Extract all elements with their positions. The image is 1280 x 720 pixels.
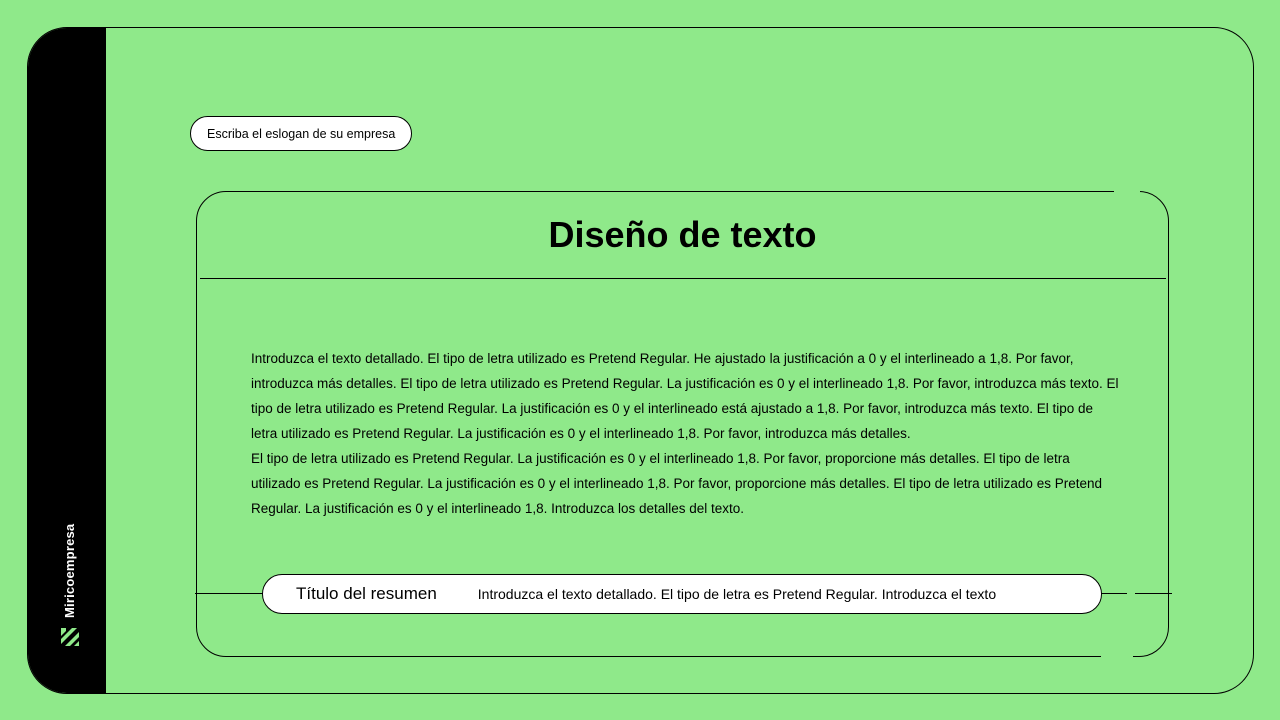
stripes-logo-icon — [61, 628, 79, 646]
brand — [60, 518, 80, 648]
content-box — [196, 191, 1169, 657]
border-gap-decoration — [1114, 190, 1140, 194]
slide-frame — [27, 27, 1254, 694]
slogan-pill: Escriba el eslogan de su empresa — [190, 116, 412, 151]
title-divider — [200, 278, 1166, 279]
summary-text: Introduzca el texto detallado. El tipo de letra es Pretend Regular. Introduzca el texto — [477, 586, 997, 602]
brand-name: Miricoempresa — [62, 523, 77, 618]
summary-pill — [262, 574, 1102, 614]
border-gap-decoration — [1101, 654, 1133, 659]
summary-title: Título del resumen — [296, 584, 437, 603]
border-gap-decoration — [1127, 590, 1135, 596]
sidebar — [28, 28, 106, 693]
body-text: Introduzca el texto detallado. El tipo de letra utilizado es Pretend Regular. He ajustado la justificación a 0 y el interlineado a 1,8. Por favor, introduzca más detalles. El tipo de letra utilizado es Pretend Regular. La justificación es 0 y el interlineado 1,8. Por favor, introduzca más texto. El tipo de letra utilizado es Pretend Regular. La justificación es 0 y el interlineado está ajustado a 1,8. Por favor, introduzca más texto. El tipo de letra utilizado es Pretend Regular. La justificación es 0 y el interlineado 1,8. Por favor, introduzca más detalles. El tipo de letra utilizado es Pretend Regular. La justificación es 0 y el interlineado 1,8. Por favor, proporcione más detalles. El tipo de letra utilizado es Pretend Regular. La justificación es 0 y el interlineado 1,8. Por favor, proporcione más detalles. El tipo de letra utilizado es Pretend Regular. La justificación es 0 y el interlineado 1,8. Introduzca los detalles del texto. — [251, 351, 1119, 516]
page-title: Diseño de texto — [548, 214, 817, 255]
